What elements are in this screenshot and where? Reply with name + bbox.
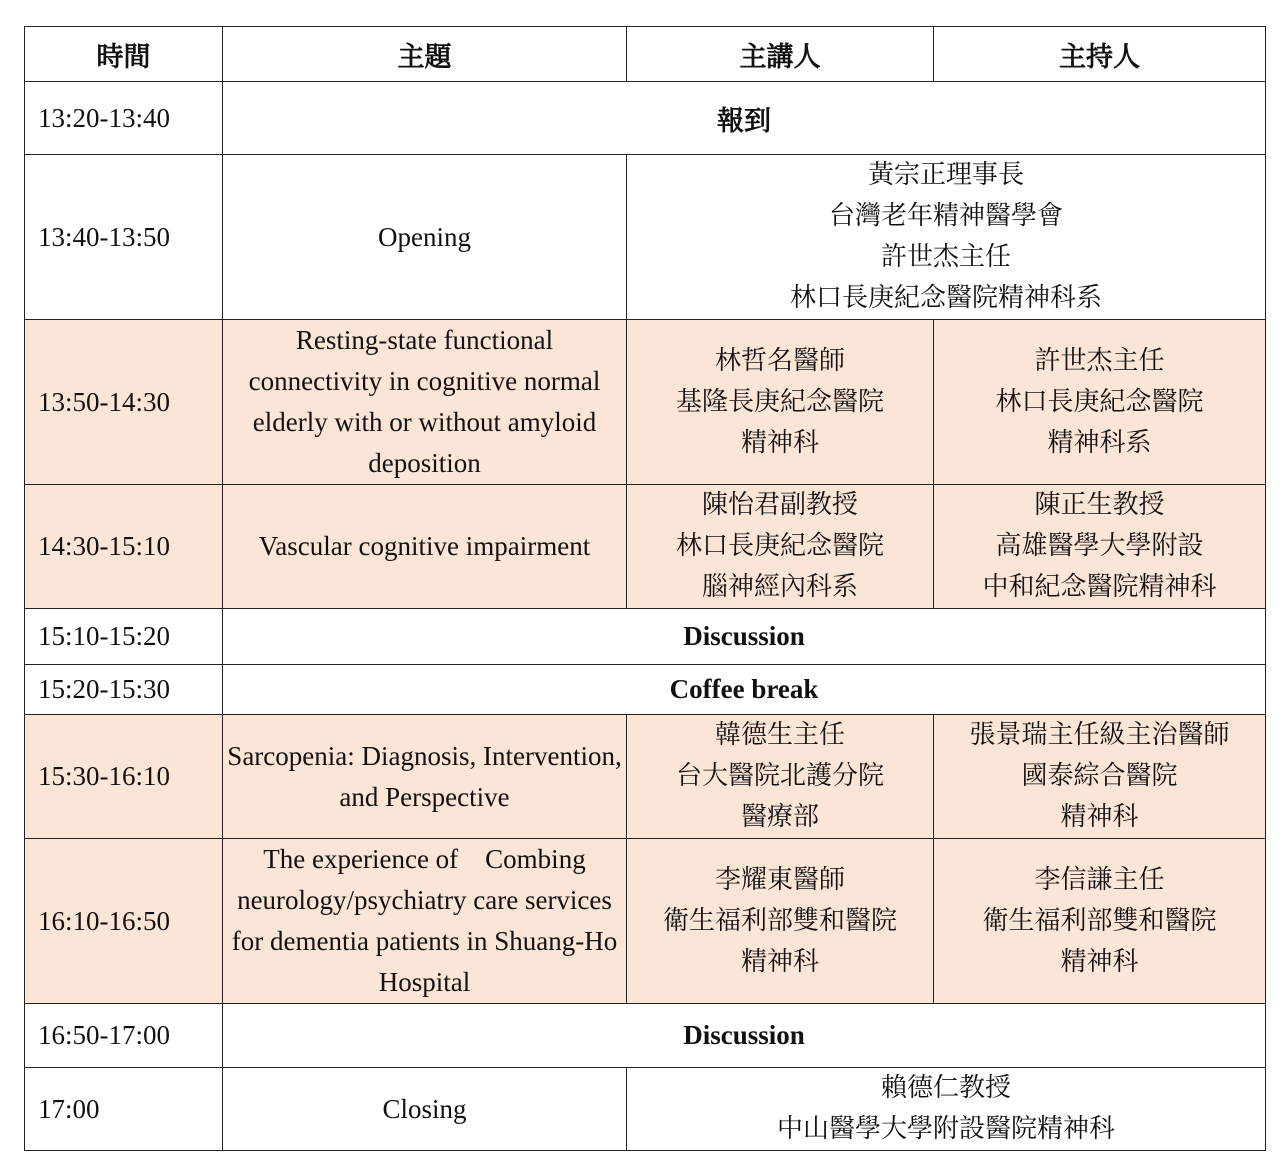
topic-cell: The experience of Combing neurology/psychiatry care services for dementia patients in Shuang-Ho Hospital — [223, 839, 627, 1004]
topic-cell: Sarcopenia: Diagnosis, Intervention, and Perspective — [223, 715, 627, 839]
time-cell: 15:30-16:10 — [25, 715, 223, 839]
time-cell: 13:20-13:40 — [25, 82, 223, 155]
header-topic: 主題 — [223, 27, 627, 82]
time-cell: 16:10-16:50 — [25, 839, 223, 1004]
table-row — [25, 485, 1266, 609]
time-cell: 14:30-15:10 — [25, 485, 223, 609]
table-row — [25, 1068, 1266, 1151]
time-cell: 13:50-14:30 — [25, 320, 223, 485]
header-row — [25, 27, 1266, 82]
table-row — [25, 155, 1266, 320]
speaker-cell: 林哲名醫師 基隆長庚紀念醫院 精神科 — [627, 320, 934, 485]
coffee-break-banner: Coffee break — [223, 665, 1266, 715]
speaker-cell: 韓德生主任 台大醫院北護分院 醫療部 — [627, 715, 934, 839]
discussion-banner: Discussion — [223, 609, 1266, 665]
table-row — [25, 715, 1266, 839]
table-row — [25, 609, 1266, 665]
discussion-banner: Discussion — [223, 1004, 1266, 1068]
header-time: 時間 — [25, 27, 223, 82]
time-cell: 15:10-15:20 — [25, 609, 223, 665]
speaker-cell: 陳怡君副教授 林口長庚紀念醫院 腦神經內科系 — [627, 485, 934, 609]
speaker-cell: 李耀東醫師 衛生福利部雙和醫院 精神科 — [627, 839, 934, 1004]
table-row — [25, 82, 1266, 155]
host-cell: 黃宗正理事長 台灣老年精神醫學會 許世杰主任 林口長庚紀念醫院精神科系 — [627, 155, 1266, 320]
topic-cell: Vascular cognitive impairment — [223, 485, 627, 609]
time-cell: 16:50-17:00 — [25, 1004, 223, 1068]
topic-cell: Resting-state functional connectivity in cognitive normal elderly with or without amyloid deposition — [223, 320, 627, 485]
agenda-table — [24, 26, 1266, 1151]
time-cell: 15:20-15:30 — [25, 665, 223, 715]
table-row — [25, 665, 1266, 715]
table-row — [25, 320, 1266, 485]
moderator-cell: 李信謙主任 衛生福利部雙和醫院 精神科 — [934, 839, 1266, 1004]
table-row — [25, 839, 1266, 1004]
registration-banner: 報到 — [223, 82, 1266, 155]
topic-cell: Opening — [223, 155, 627, 320]
topic-cell: Closing — [223, 1068, 627, 1151]
header-moderator: 主持人 — [934, 27, 1266, 82]
table-row — [25, 1004, 1266, 1068]
moderator-cell: 陳正生教授 高雄醫學大學附設 中和紀念醫院精神科 — [934, 485, 1266, 609]
time-cell: 13:40-13:50 — [25, 155, 223, 320]
header-speaker: 主講人 — [627, 27, 934, 82]
moderator-cell: 張景瑞主任級主治醫師 國泰綜合醫院 精神科 — [934, 715, 1266, 839]
host-cell: 賴德仁教授 中山醫學大學附設醫院精神科 — [627, 1068, 1266, 1151]
moderator-cell: 許世杰主任 林口長庚紀念醫院 精神科系 — [934, 320, 1266, 485]
time-cell: 17:00 — [25, 1068, 223, 1151]
